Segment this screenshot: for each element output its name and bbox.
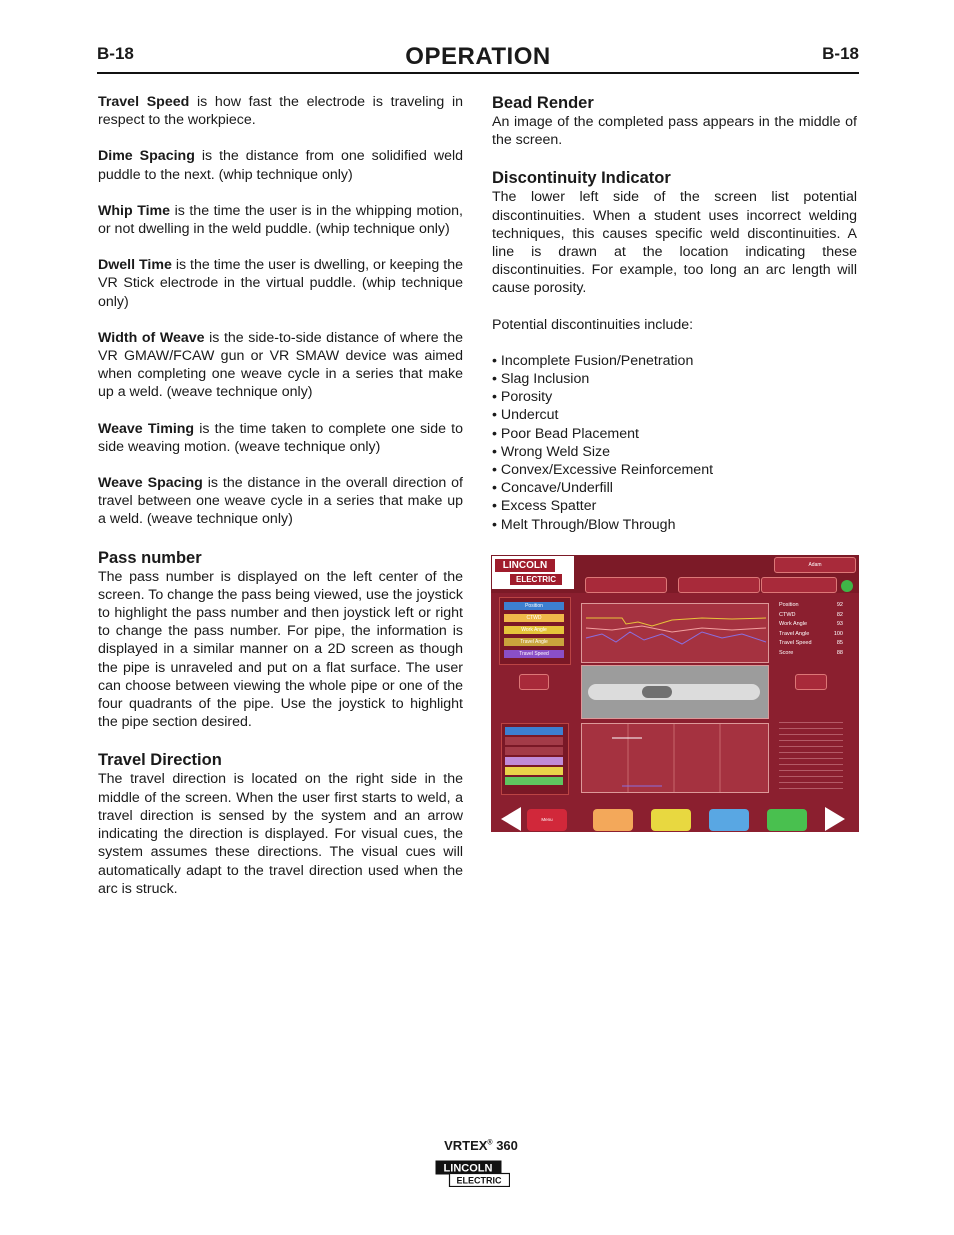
pass-number-text: The pass number is displayed on the left center of the screen. To change the pass being viewed, use the joystick to highlight the pass number and then joystick left or right to change the pass number. For pipe, the information is displayed in a similar manner on a 2D screen as though the pipe is unraveled and put on a flat surface. The user can choose between viewing the whole pipe or one of the four quadrants of the pipe. Use the joystick to highlight the pipe section desired. (98, 568, 463, 731)
left-column (98, 93, 463, 898)
parameter-trace-icon (582, 604, 768, 662)
heading-discontinuity-indicator: Discontinuity Indicator (492, 169, 671, 188)
list-item: • Concave/Underfill (492, 480, 613, 497)
parameter-chart (581, 603, 769, 663)
definition-weave-timing: Weave Timing is the time taken to complete one side to side weaving motion. (weave technique only) (98, 420, 463, 455)
heading-travel-direction: Travel Direction (98, 751, 222, 770)
page-number-left: B-18 (97, 44, 134, 63)
stat-row: Travel Angle 100 (779, 630, 843, 637)
list-item: • Poor Bead Placement (492, 425, 639, 442)
previous-arrow-icon[interactable] (501, 807, 521, 831)
definition-dime-spacing: Dime Spacing is the distance from one solidified weld puddle to the next. (whip technique only) (98, 148, 463, 183)
header-rule (97, 72, 859, 74)
pass-button[interactable] (519, 674, 549, 690)
screen-button[interactable] (593, 809, 633, 831)
lincoln-electric-logo (435, 1160, 510, 1187)
list-item: • Melt Through/Blow Through (492, 516, 676, 533)
next-arrow-icon[interactable] (825, 807, 845, 831)
discontinuity-stats (779, 717, 843, 791)
potential-discontinuities-intro: Potential discontinuities include: (492, 316, 694, 333)
right-column (492, 93, 857, 534)
bead-render-image (581, 665, 769, 719)
screen-button[interactable] (709, 809, 749, 831)
list-item: • Undercut (492, 407, 559, 424)
page-title: OPERATION (405, 43, 551, 70)
definition-whip-time: Whip Time is the time the user is in the whipping motion, or not dwelling in the weld puddle. (whip technique only) (98, 202, 463, 238)
param-position[interactable]: Position (504, 602, 564, 610)
setting-pill (761, 577, 837, 593)
stat-row: Position 92 (779, 602, 843, 608)
list-item: • Excess Spatter (492, 498, 597, 515)
menu-button[interactable]: Menu (527, 809, 567, 831)
definition-dwell-time: Dwell Time is the time the user is dwelling, or keeping the VR Stick electrode in the virtual puddle. (whip technique only) (98, 257, 463, 310)
lincoln-logo: LINCOLN ELECTRIC (492, 556, 574, 589)
list-item: • Convex/Excessive Reinforcement (492, 462, 714, 479)
heading-bead-render: Bead Render (492, 94, 594, 112)
list-item: • Wrong Weld Size (492, 443, 610, 460)
definition-width-of-weave: Width of Weave is the side-to-side distance of where the VR GMAW/FCAW gun or VR SMAW device was aimed when completing one weave cycle in a series that make up a weld. (weave technique only) (98, 329, 463, 401)
list-item: • Porosity (492, 389, 553, 406)
stats-panel (779, 601, 843, 658)
discontinuity-list (492, 352, 857, 534)
param-travel-speed[interactable]: Travel Speed (504, 650, 564, 658)
status-icon (841, 580, 853, 592)
param-ctwd[interactable]: CTWD (504, 614, 564, 622)
direction-button[interactable] (795, 674, 827, 690)
stat-row: Score 88 (779, 649, 843, 656)
stat-row: CTWD 82 (779, 611, 843, 618)
setting-pill (585, 577, 667, 593)
stat-row: Travel Speed 85 (779, 640, 843, 646)
svg-text:LINCOLN: LINCOLN (443, 1162, 493, 1175)
discontinuity-chart (581, 723, 769, 793)
definition-travel-speed: Travel Speed is how fast the electrode is traveling in respect to the workpiece. (98, 94, 463, 129)
list-item: • Incomplete Fusion/Penetration (492, 352, 694, 369)
screen-button[interactable] (651, 809, 691, 831)
param-travel-angle[interactable]: Travel Angle (504, 638, 564, 646)
parameter-panel (499, 597, 571, 665)
page-number-right: B-18 (822, 44, 859, 63)
product-name: VRTEX® 360 (444, 1138, 518, 1153)
svg-text:ELECTRIC: ELECTRIC (456, 1175, 502, 1186)
definition-weave-spacing: Weave Spacing is the distance in the overall direction of travel between one weave cycle in a series that make up a weld. (weave technique only) (98, 475, 463, 528)
user-button[interactable]: Adam (774, 557, 856, 573)
param-work-angle[interactable]: Work Angle (504, 626, 564, 634)
discontinuity-text: The lower left side of the screen list potential discontinuities. When a student uses incorrect welding techniques, this causes specific weld discontinuities. A line is drawn at the location indicating these discontinuities. For example, too long an arc length will cause porosity. (492, 189, 857, 297)
simulator-screenshot (491, 555, 859, 832)
list-item: • Slag Inclusion (492, 371, 590, 388)
heading-pass-number: Pass number (98, 548, 202, 567)
setting-pill (678, 577, 760, 593)
travel-direction-text: The travel direction is located on the right side in the middle of the screen. When the user first starts to weld, a travel direction is sensed by the system and an arrow indicating the direction is displayed. For visual cues, the system assumes these directions. The visual cues will automatically adapt to the travel direction used when the arc is struck. (98, 771, 463, 897)
screen-button[interactable] (767, 809, 807, 831)
discontinuity-legend (501, 723, 569, 795)
bead-render-text: An image of the completed pass appears in the middle of the screen. (492, 114, 857, 149)
stat-row: Work Angle 93 (779, 621, 843, 627)
page-header (97, 42, 859, 72)
